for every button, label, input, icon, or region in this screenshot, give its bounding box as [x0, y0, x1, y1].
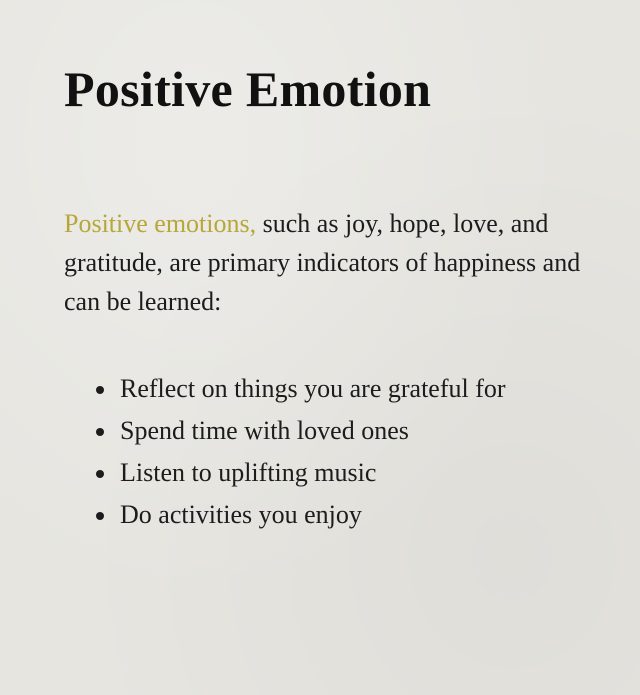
list-item: • Listen to uplifting music	[118, 452, 506, 494]
bullet-list	[92, 368, 506, 536]
list-item: • Do activities you enjoy	[118, 494, 506, 536]
page-title: Positive Emotion	[64, 61, 432, 117]
list-item: • Reflect on things you are grateful for	[118, 368, 506, 410]
list-item: • Spend time with loved ones	[118, 410, 506, 452]
intro-paragraph	[64, 204, 604, 321]
intro-text: such as joy, hope, love, and gratitude, are primary indicators of happiness and can be learned:	[64, 209, 581, 316]
highlighted-term: Positive emotions,	[64, 209, 257, 238]
